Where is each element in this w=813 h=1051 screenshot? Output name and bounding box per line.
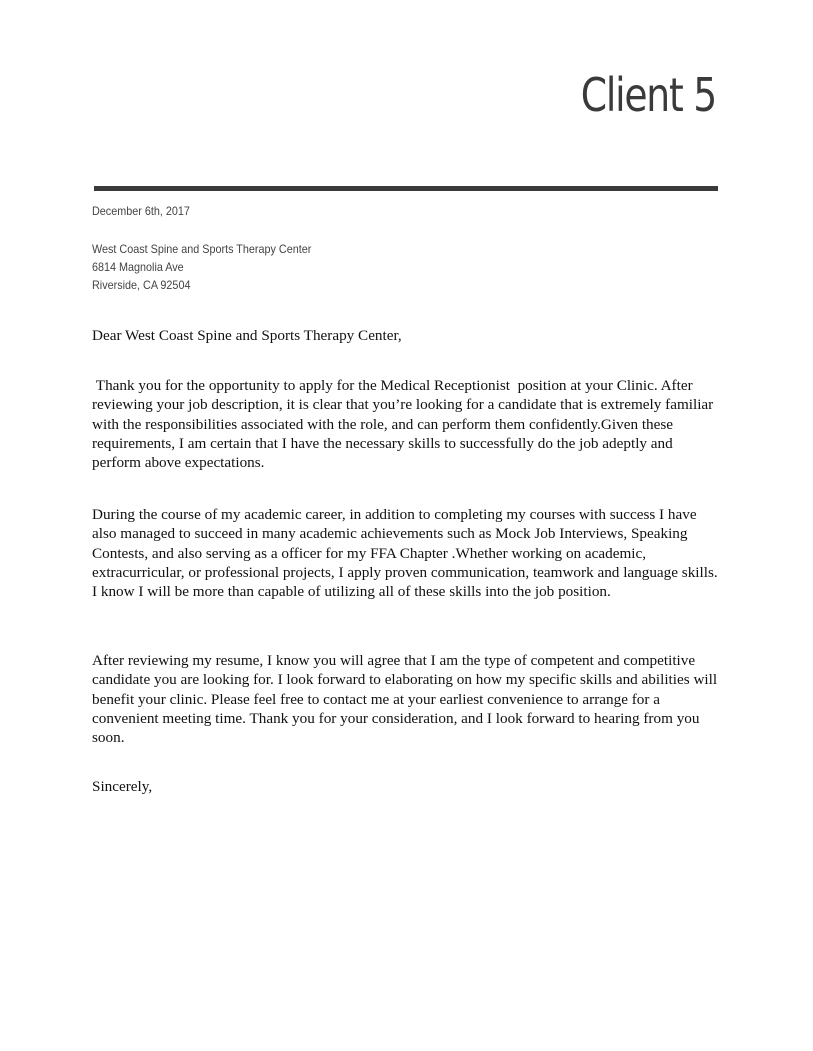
recipient-name: West Coast Spine and Sports Therapy Center: [92, 242, 312, 256]
salutation: Dear West Coast Spine and Sports Therapy Center,: [92, 327, 402, 344]
header-divider: [94, 186, 718, 191]
recipient-address: [92, 240, 311, 294]
body-paragraph-1: [92, 376, 722, 472]
closing: Sincerely,: [92, 778, 153, 795]
body-paragraph-3: [92, 651, 722, 747]
body-paragraph-2: [92, 505, 722, 601]
page-title: Client 5: [580, 68, 716, 122]
paragraph-text: Thank you for the opportunity to apply for the Medical Receptionist position at your Clinic. After reviewing your job description, it is clear that you’re looking for a candidate that is extremely familiar with the responsibilities associated with the role, and can perform them confidently.Given these requirements, I am certain that I have the necessary skills to successfully do the job adeptly and perform above expectations.: [92, 377, 718, 472]
recipient-city: Riverside, CA 92504: [92, 278, 191, 292]
recipient-street: 6814 Magnolia Ave: [92, 260, 184, 274]
letter-date: December 6th, 2017: [92, 204, 190, 218]
paragraph-text: After reviewing my resume, I know you will agree that I am the type of competent and competitive candidate you are looking for. I look forward to elaborating on how my specific skills and abilities will benefit your clinic. Please feel free to contact me at your earliest convenience to arrange for a convenient meeting time. Thank you for your consideration, and I look forward to hearing from you soon.: [92, 652, 718, 747]
paragraph-text: During the course of my academic career, in addition to completing my courses with success I have also managed to succeed in many academic achievements such as Mock Job Interviews, Speaking Contests, and also serving as a officer for my FFA Chapter .Whether working on academic, extracurricular, or professional projects, I apply proven communication, teamwork and language skills. I know I will be more than capable of utilizing all of these skills into the job position.: [92, 506, 718, 601]
